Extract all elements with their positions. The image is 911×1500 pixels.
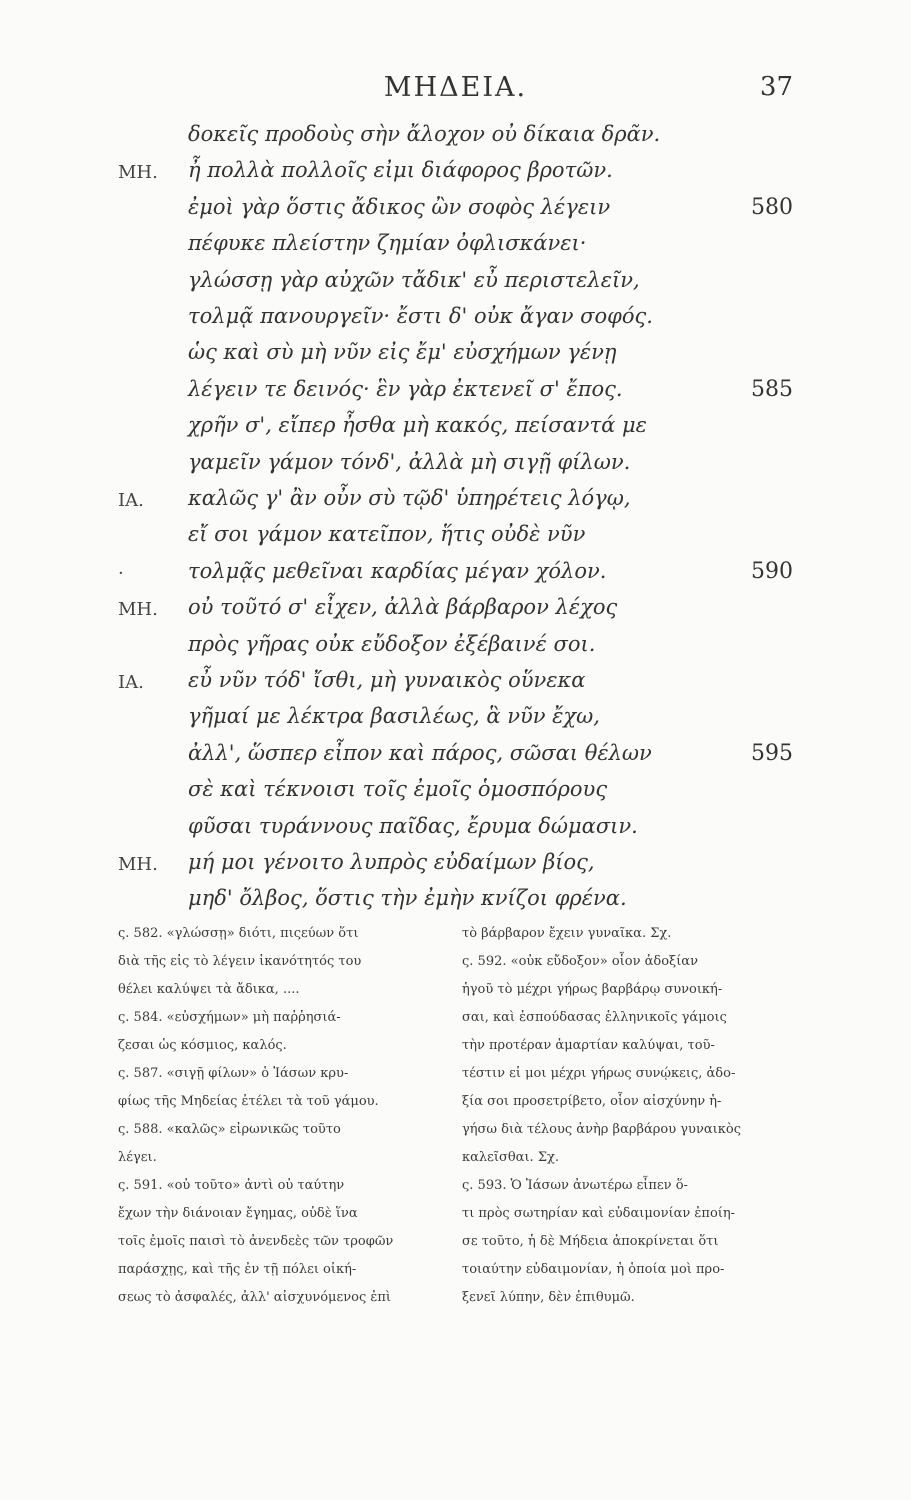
scholia-line: ς. 592. «οὐκ εὔδοξον» οἷον ἀδοξίαν — [462, 954, 698, 969]
verse-line — [0, 630, 911, 670]
scholia-line: ς. 582. «γλώσσῃ» διότι, πιςεύων ὅτι — [118, 926, 359, 941]
scholia-line: παράσχῃς, καὶ τῆς ἐν τῇ πόλει οἰκή- — [118, 1262, 357, 1277]
verse-line — [0, 266, 911, 306]
scholia-line: τοιαύτην εὐδαιμονίαν, ἡ ὁποία μοὶ προ- — [462, 1262, 725, 1277]
speaker-label: ΜΗ. — [118, 162, 158, 184]
verse-line — [0, 193, 911, 233]
verse-line — [0, 120, 911, 160]
verse-text: γλώσσῃ γὰρ αὐχῶν τἄδικ' εὖ περιστελεῖν, — [188, 267, 640, 292]
scholia-line: ς. 593. Ὁ Ἰάσων ἀνωτέρω εἶπεν ὅ- — [462, 1178, 688, 1193]
verse-text: μή μοι γένοιτο λυπρὸς εὐδαίμων βίος, — [188, 850, 595, 874]
verse-text: γαμεῖν γάμον τόνδ', ἀλλὰ μὴ σιγῇ φίλων. — [188, 449, 631, 474]
verse-text: γῆμαί με λέκτρα βασιλέως, ἃ νῦν ἔχω, — [188, 704, 600, 729]
verse-line — [0, 338, 911, 378]
scholia-line: ξενεῖ λύπην, δὲν ἐπιθυμῶ. — [462, 1290, 635, 1305]
verse-text: φῦσαι τυράννους παῖδας, ἔρυμα δώμασιν. — [188, 813, 638, 838]
scholia-line: τὸ βάρβαρον ἔχειν γυναῖκα. Σχ. — [462, 926, 672, 941]
verse-text: καλῶς γ' ἂν οὖν σὺ τῷδ' ὑπηρέτεις λόγῳ, — [188, 486, 631, 510]
verse-line — [0, 448, 911, 488]
verse-line — [0, 739, 911, 779]
speaker-label: ΜΗ. — [118, 599, 158, 621]
scholia-line: ξία σοι προσετρίβετο, οἷον αἰσχύνην ἡ- — [462, 1094, 722, 1109]
scholia-line: ἔχων τὴν διάνοιαν ἔγημας, οὐδὲ ἵνα — [118, 1206, 358, 1221]
scholia-line: τὴν προτέραν ἁμαρτίαν καλύψαι, τοῦ- — [462, 1038, 715, 1053]
verse-line — [0, 848, 911, 888]
verse-text: οὐ τοῦτό σ' εἶχεν, ἀλλὰ βάρβαρον λέχος — [188, 595, 618, 620]
verse-text: δοκεῖς προδοὺς σὴν ἄλοχον οὐ δίκαια δρᾶν. — [188, 122, 661, 146]
verse-line — [0, 593, 911, 633]
verse-line — [0, 884, 911, 924]
verse-text: ἀλλ', ὥσπερ εἶπον καὶ πάρος, σῶσαι θέλων — [188, 740, 652, 765]
notes-right-column — [462, 920, 792, 1312]
verse-text: χρῆν σ', εἴπερ ἦσθα μὴ κακός, πείσαντά με — [188, 413, 647, 438]
scholia-line: ς. 591. «οὐ τοῦτο» ἀντὶ οὐ ταύτην — [118, 1178, 345, 1193]
verse-line — [0, 702, 911, 742]
scholia-line: ἡγοῦ τὸ μέχρι γήρως βαρβάρῳ συνοική- — [462, 982, 723, 997]
scholia-line: τι πρὸς σωτηρίαν καὶ εὐδαιμονίαν ἐποίη- — [462, 1206, 736, 1221]
verse-line — [0, 411, 911, 451]
verse-line — [0, 775, 911, 815]
verse-text: ὡς καὶ σὺ μὴ νῦν εἰς ἔμ' εὐσχήμων γένῃ — [188, 340, 617, 365]
verse-text: ἦ πολλὰ πολλοῖς εἰμι διάφορος βροτῶν. — [188, 158, 613, 183]
verse-line — [0, 375, 911, 415]
verse-line — [0, 156, 911, 196]
verse-text: πέφυκε πλείστην ζημίαν ὀφλισκάνει· — [188, 231, 587, 256]
verse-text: ἐμοὶ γὰρ ὅστις ἄδικος ὢν σοφὸς λέγειν — [188, 194, 611, 219]
speaker-label: ΙΑ. — [118, 490, 144, 511]
verse-line — [0, 302, 911, 342]
speaker-label: ΜΗ. — [118, 854, 158, 875]
scholia-line: τοῖς ἐμοῖς παισὶ τὸ ἀνενδεὲς τῶν τροφῶν — [118, 1234, 394, 1249]
scholia-line: σεως τὸ ἀσφαλές, ἀλλ' αἰσχυνόμενος ἐπὶ — [118, 1290, 391, 1305]
scholia-line: ς. 587. «σιγῇ φίλων» ὁ Ἰάσων κρυ- — [118, 1066, 349, 1081]
line-number: 580 — [751, 194, 793, 220]
line-number: 585 — [751, 376, 793, 402]
speaker-label: · — [118, 562, 124, 584]
verse-line — [0, 812, 911, 852]
running-title: ΜΗΔΕΙΑ. — [383, 72, 528, 103]
scholia-line: σαι, καὶ ἐσπούδασας ἑλληνικοῖς γάμοις — [462, 1010, 727, 1025]
scholia-line: διὰ τῆς εἰς τὸ λέγειν ἱκανότητός του — [118, 954, 362, 969]
scholia-line: λέγει. — [118, 1150, 157, 1165]
verse-line — [0, 484, 911, 524]
scholia-line: θέλει καλύψει τὰ ἄδικα, .... — [118, 982, 300, 997]
scholia-line: σε τοῦτο, ἡ δὲ Μήδεια ἀποκρίνεται ὅτι — [462, 1234, 719, 1249]
scholia-line: τέστιν εἰ μοι μέχρι γήρως συνῴκεις, ἀδο- — [462, 1066, 736, 1081]
verse-text: πρὸς γῆρας οὐκ εὔδοξον ἐξέβαινέ σοι. — [188, 631, 596, 656]
verse-text: μηδ' ὄλβος, ὅστις τὴν ἐμὴν κνίζοι φρένα. — [188, 886, 627, 911]
verse-text: εἴ σοι γάμον κατεῖπον, ἥτις οὐδὲ νῦν — [188, 522, 586, 547]
page-number: 37 — [759, 72, 793, 102]
verse-text: τολμᾷ πανουργεῖν· ἔστι δ' οὐκ ἄγαν σοφός. — [188, 304, 653, 328]
notes-left-column — [118, 920, 448, 1312]
verse-text: τολμᾷς μεθεῖναι καρδίας μέγαν χόλον. — [188, 558, 607, 583]
line-number: 595 — [751, 740, 793, 766]
verse-line — [0, 229, 911, 269]
verse-line — [0, 557, 911, 597]
scholia-line: ς. 588. «καλῶς» εἰρωνικῶς τοῦτο — [118, 1122, 341, 1137]
scholia-line: ζεσαι ὡς κόσμιος, καλός. — [118, 1038, 287, 1053]
scholia-line: ς. 584. «εὐσχήμων» μὴ παῤῥησιά- — [118, 1010, 341, 1025]
verse-text: σὲ καὶ τέκνοισι τοῖς ἐμοῖς ὁμοσπόρους — [188, 777, 608, 802]
scholia-line: γήσω διὰ τέλους ἀνὴρ βαρβάρου γυναικὸς — [462, 1122, 741, 1137]
verse-line — [0, 666, 911, 706]
line-number: 590 — [751, 558, 793, 584]
speaker-label: ΙΑ. — [118, 672, 144, 693]
scholia-line: καλεῖσθαι. Σχ. — [462, 1150, 560, 1165]
verse-text: λέγειν τε δεινός· ἓν γὰρ ἐκτενεῖ σ' ἔπος. — [188, 376, 623, 401]
scholia-line: φίως τῆς Μηδείας ἐτέλει τὰ τοῦ γάμου. — [118, 1094, 379, 1109]
verse-text: εὖ νῦν τόδ' ἴσθι, μὴ γυναικὸς οὕνεκα — [188, 668, 586, 692]
verse-line — [0, 520, 911, 560]
